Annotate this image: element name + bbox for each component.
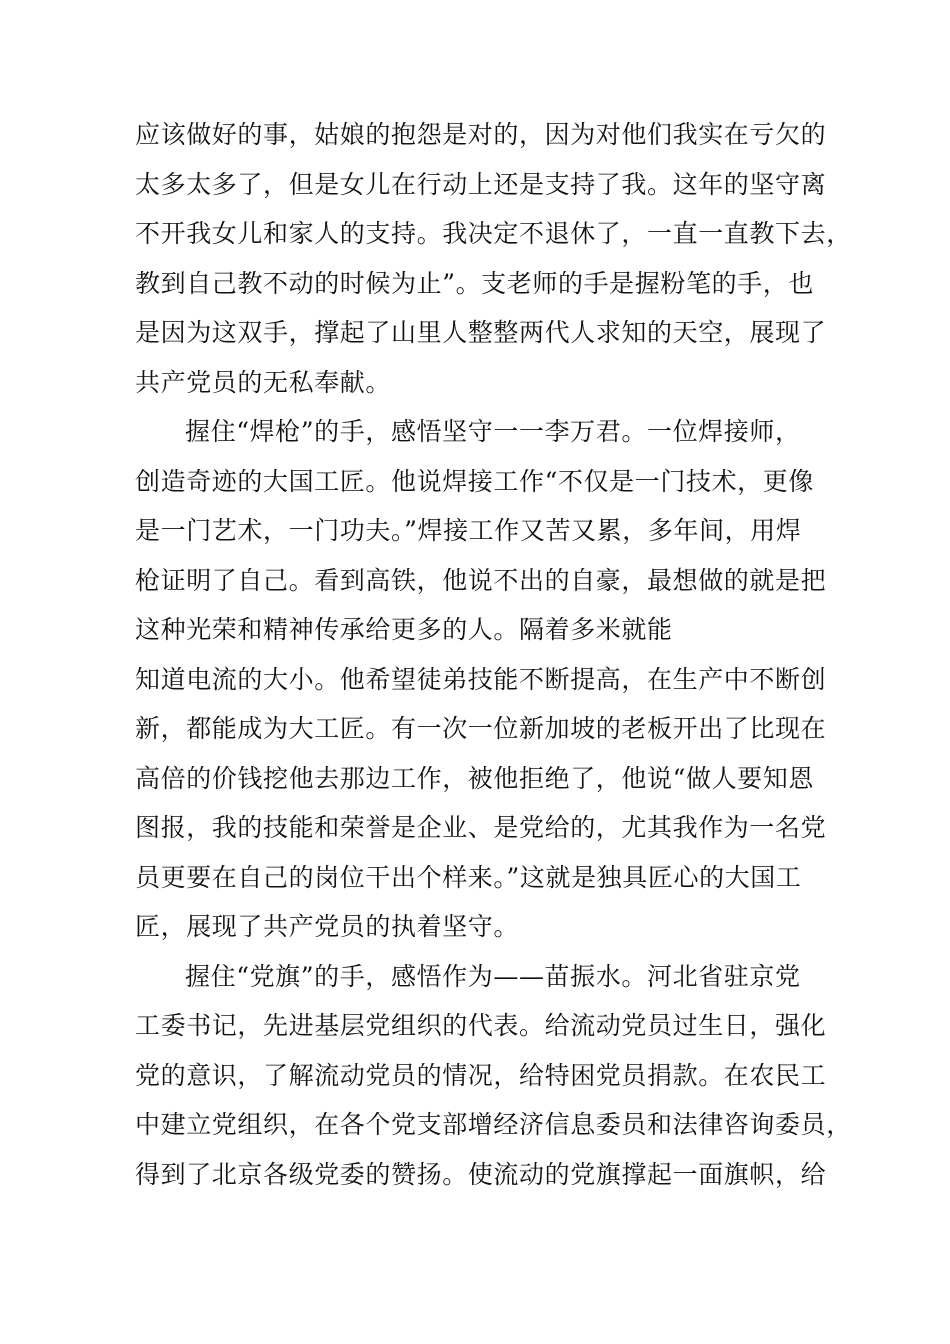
text-line: 图报，我的技能和荣誉是企业、是党给的，尤其我作为一名党 xyxy=(135,813,827,842)
text-line: 太多太多了，但是女儿在行动上还是支持了我。这年的坚守离 xyxy=(135,169,827,199)
paragraph-first-line: 握住“焊枪”的手，感悟坚守一一李万君。一位焊接师， xyxy=(185,417,801,446)
paragraph-first-line: 握住“党旗”的手，感悟作为——苗振水。河北省驻京党 xyxy=(185,961,801,991)
text-line: 新，都能成为大工匠。有一次一位新加坡的老板开出了比现在 xyxy=(135,714,827,743)
text-line: 党的意识，了解流动党员的情况，给特困党员捐款。在农民工 xyxy=(135,1060,827,1090)
text-line: 是一门艺术，一门功夫。”焊接工作又苦又累，多年间，用焊 xyxy=(135,516,802,545)
text-line: 得到了北京各级党委的赞扬。使流动的党旗撑起一面旗帜，给 xyxy=(135,1159,827,1189)
text-line: 是因为这双手，撑起了山里人整整两代人求知的天空，展现了 xyxy=(135,318,827,347)
text-line: 不开我女儿和家人的支持。我决定不退休了，一直一直教下去， xyxy=(135,219,852,248)
text-line: 枪证明了自己。看到高铁，他说不出的自豪，最想做的就是把 xyxy=(135,565,827,595)
text-line: 教到自己教不动的时候为止”。支老师的手是握粉笔的手，也 xyxy=(135,268,814,298)
text-line: 中建立党组织，在各个党支部增经济信息委员和法律咨询委员， xyxy=(135,1110,852,1139)
text-line: 匠，展现了共产党员的执着坚守。 xyxy=(135,912,520,941)
text-line: 高倍的价钱挖他去那边工作，被他拒绝了，他说“做人要知恩 xyxy=(135,763,814,793)
text-line: 共产党员的无私奉献。 xyxy=(135,367,392,397)
text-line: 员更要在自己的岗位干出个样来。”这就是独具匠心的大国工 xyxy=(135,862,802,892)
body-text xyxy=(135,110,852,1199)
text-line: 工委书记，先进基层党组织的代表。给流动党员过生日，强化 xyxy=(135,1011,827,1040)
text-line: 这种光荣和精神传承给更多的人。隔着多米就能 xyxy=(135,615,673,644)
text-line: 知道电流的大小。他希望徒弟技能不断提高，在生产中不断创 xyxy=(135,664,827,694)
text-line: 应该做好的事，姑娘的抱怨是对的，因为对他们我实在亏欠的 xyxy=(135,120,827,149)
text-line: 创造奇迹的大国工匠。他说焊接工作“不仅是一门技术，更像 xyxy=(135,466,814,496)
